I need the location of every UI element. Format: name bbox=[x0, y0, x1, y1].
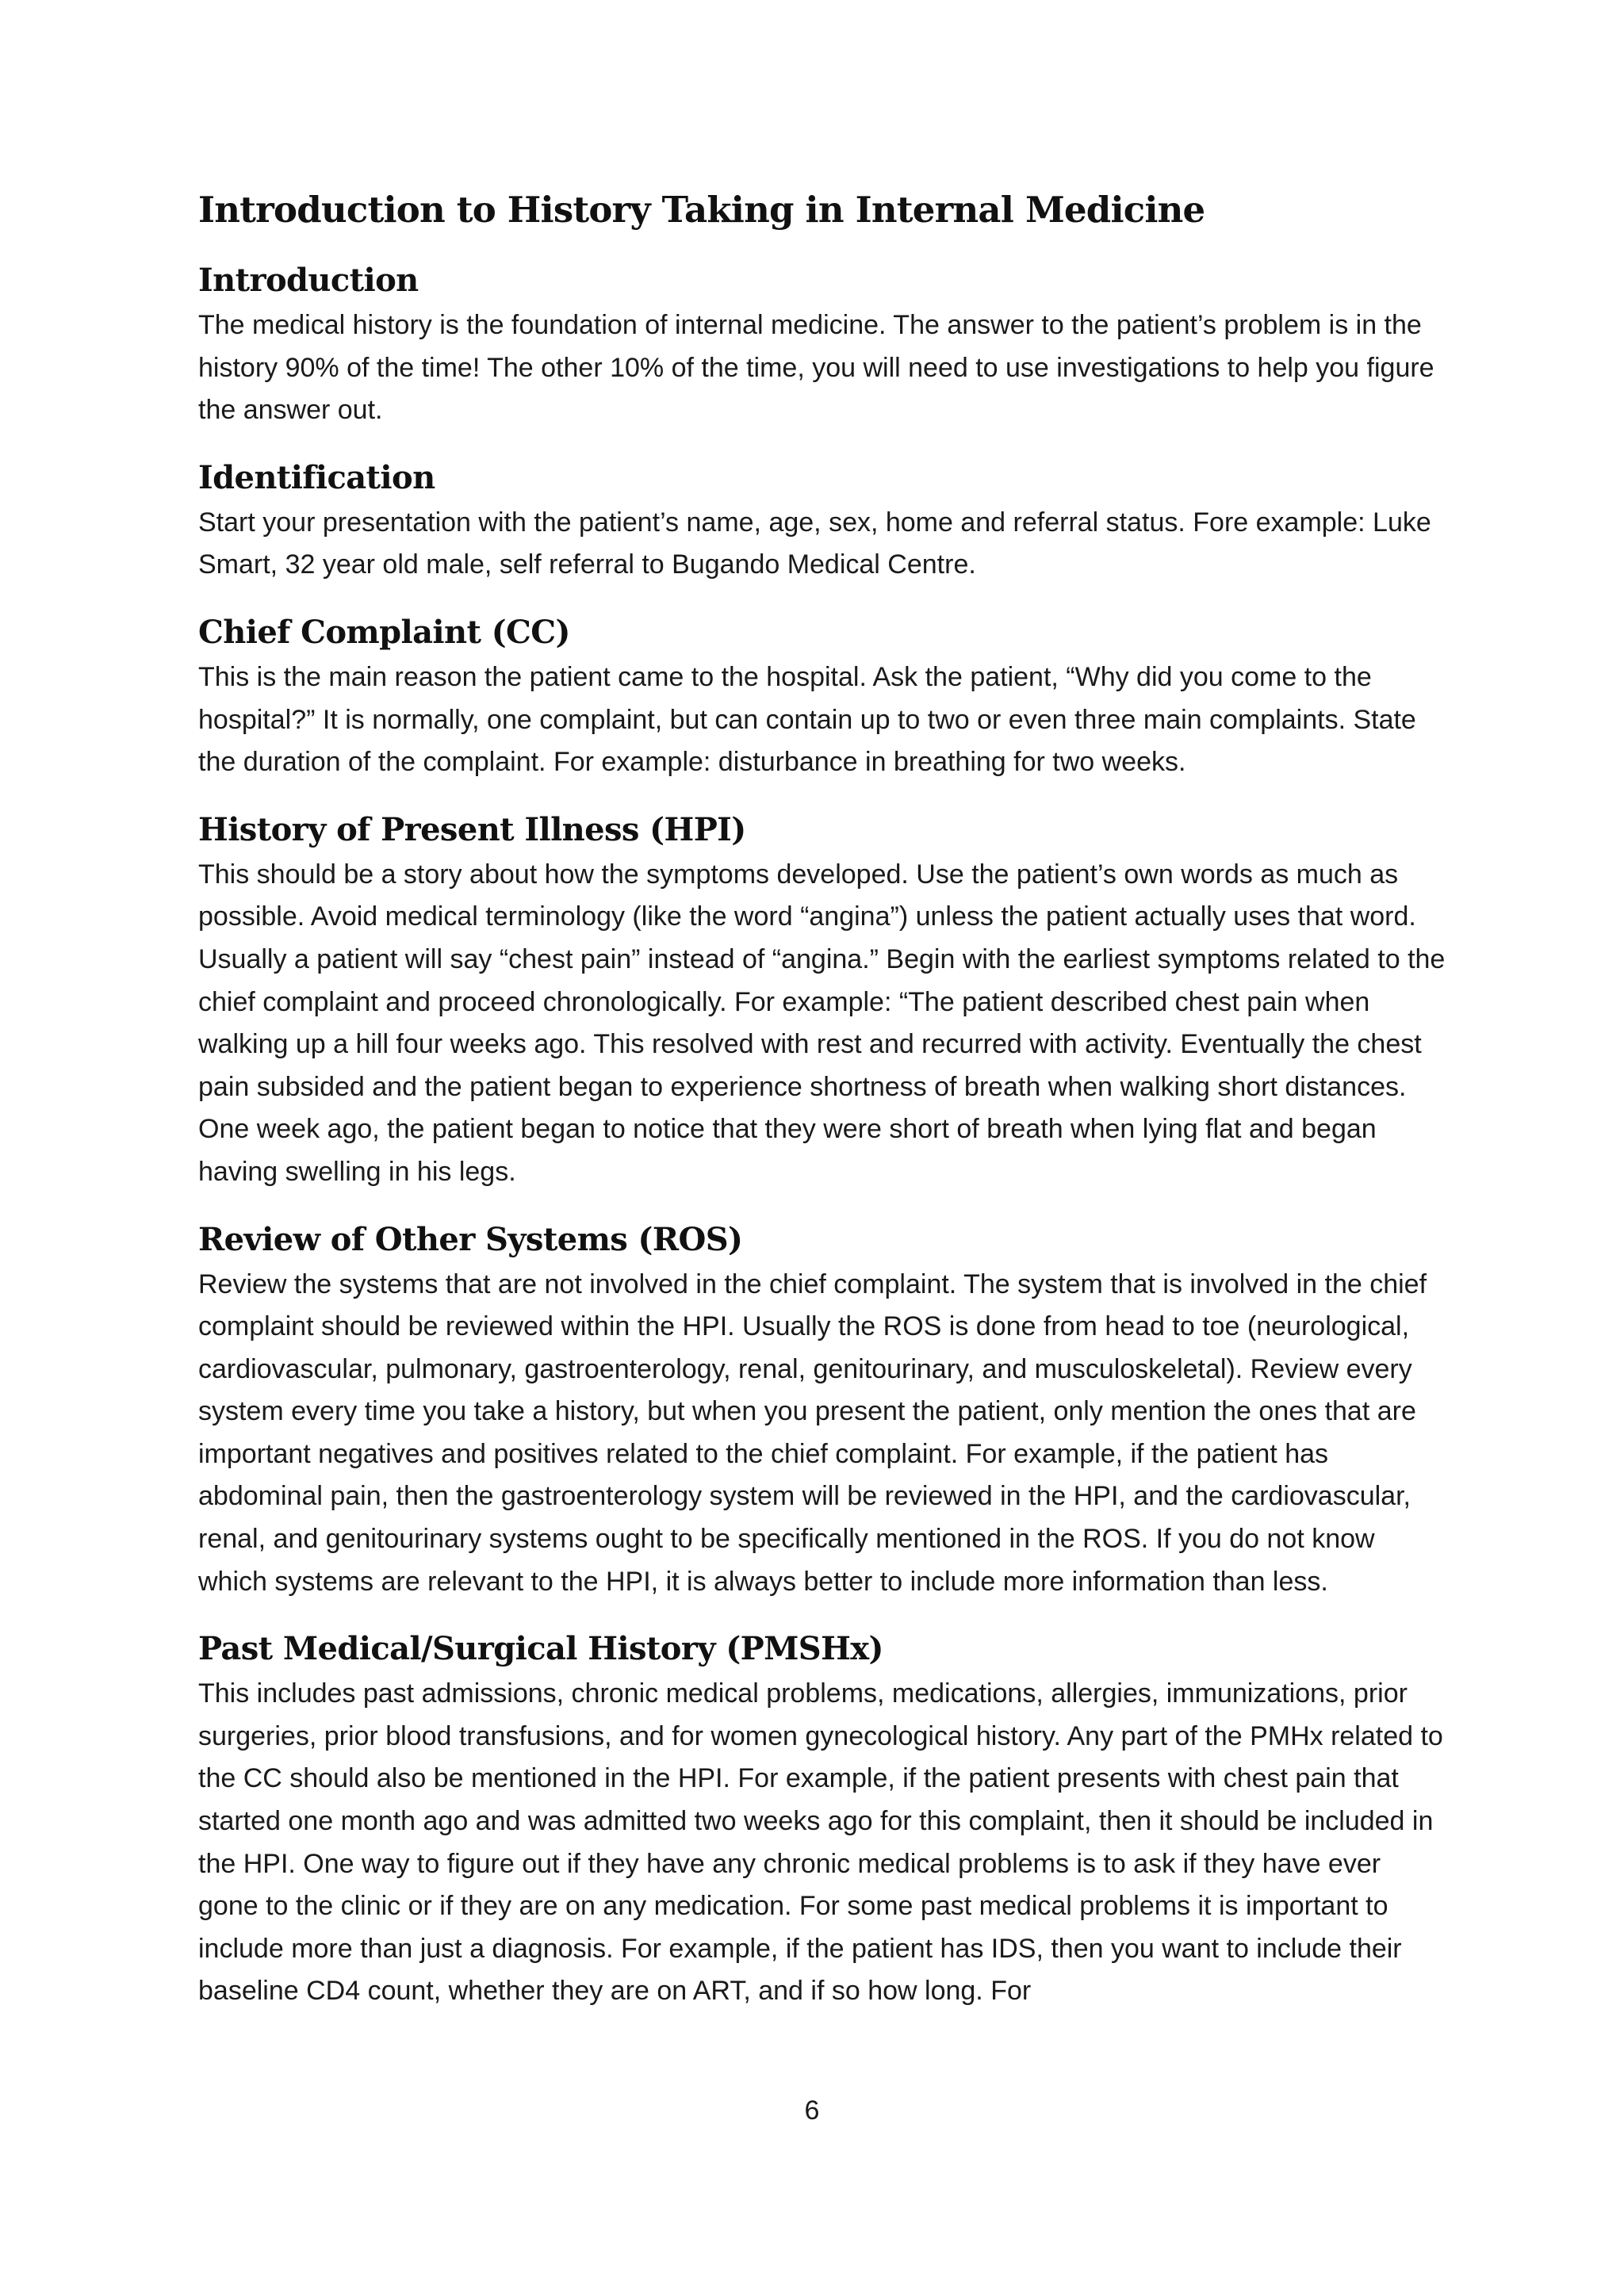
section-heading: Introduction bbox=[198, 262, 419, 299]
section-paragraph: The medical history is the foundation of internal medicine. The answer to the patient’s problem is in the history 90% of the time! The other 10% of the time, you will need to use investigations to help you figure the answer out. bbox=[198, 310, 1434, 426]
section-heading: Review of Other Systems (ROS) bbox=[198, 1220, 743, 1258]
section-review-of-systems bbox=[198, 1221, 1447, 1604]
section-heading: Identification bbox=[198, 458, 435, 496]
section-history-of-present-illness bbox=[198, 811, 1447, 1194]
section-identification bbox=[198, 459, 1447, 587]
section-heading: Chief Complaint (CC) bbox=[198, 613, 570, 651]
section-heading: Past Medical/Surgical History (PMSHx) bbox=[198, 1630, 883, 1668]
section-paragraph: This should be a story about how the symptoms developed. Use the patient’s own words as much as possible. Avoid medical terminology (like the word “angina”) unless the patient actually uses that word. Usually a patient will say “chest pain” instead of “angina.” Begin with the earliest symptoms related to the chief complaint and proceed chronologically. For example: “The patient described chest pain when walking up a hill four weeks ago. This resolved with rest and recurred with activity. Eventually the chest pain subsided and the patient began to experience shortness of breath when walking short distances. One week ago, the patient began to notice that they were short of breath when lying flat and began having swelling in his legs. bbox=[198, 859, 1446, 1187]
section-paragraph: This includes past admissions, chronic medical problems, medications, allergies, immunizations, prior surgeries, prior blood transfusions, and for women gynecological history. Any part of the PMHx related to the CC should also be mentioned in the HPI. For example, if the patient presents with chest pain that started one month ago and was admitted two weeks ago for this complaint, then it should be included in the HPI. One way to figure out if they have any chronic medical problems is to ask if they have ever gone to the clinic or if they are on any medication. For some past medical problems it is important to include more than just a diagnosis. For example, if the patient has IDS, then you want to include their baseline CD4 count, whether they are on ART, and if so how long. For bbox=[198, 1678, 1443, 2007]
section-paragraph: Review the systems that are not involved in the chief complaint. The system that is involved in the chief complaint should be reviewed within the HPI. Usually the ROS is done from head to toe (neurological, cardiovascular, pulmonary, gastroenterology, renal, genitourinary, and musculoskeletal). Review every system every time you take a history, but when you present the patient, only mention the ones that are important negatives and positives related to the chief complaint. For example, if the patient has abdominal pain, then the gastroenterology system will be reviewed in the HPI, and the cardiovascular, renal, and genitourinary systems ought to be specifically mentioned in the ROS. If you do not know which systems are relevant to the HPI, it is always better to include more information than less. bbox=[198, 1269, 1427, 1597]
section-past-medical-surgical-history bbox=[198, 1630, 1447, 2013]
page-content bbox=[198, 189, 1447, 2040]
section-paragraph: This is the main reason the patient came to the hospital. Ask the patient, “Why did you come to the hospital?” It is normally, one complaint, but can contain up to two or even three main complaints. State the duration of the complaint. For example: disturbance in breathing for two weeks. bbox=[198, 661, 1416, 778]
section-paragraph: Start your presentation with the patient’s name, age, sex, home and referral status. Fore example: Luke Smart, 32 year old male, self referral to Bugando Medical Centre. bbox=[198, 507, 1431, 580]
page-number: 6 bbox=[804, 2095, 820, 2126]
section-chief-complaint bbox=[198, 614, 1447, 784]
section-heading: History of Present Illness (HPI) bbox=[198, 810, 746, 848]
page-title: Introduction to History Taking in Internal Medicine bbox=[198, 189, 1205, 231]
section-introduction bbox=[198, 262, 1447, 432]
